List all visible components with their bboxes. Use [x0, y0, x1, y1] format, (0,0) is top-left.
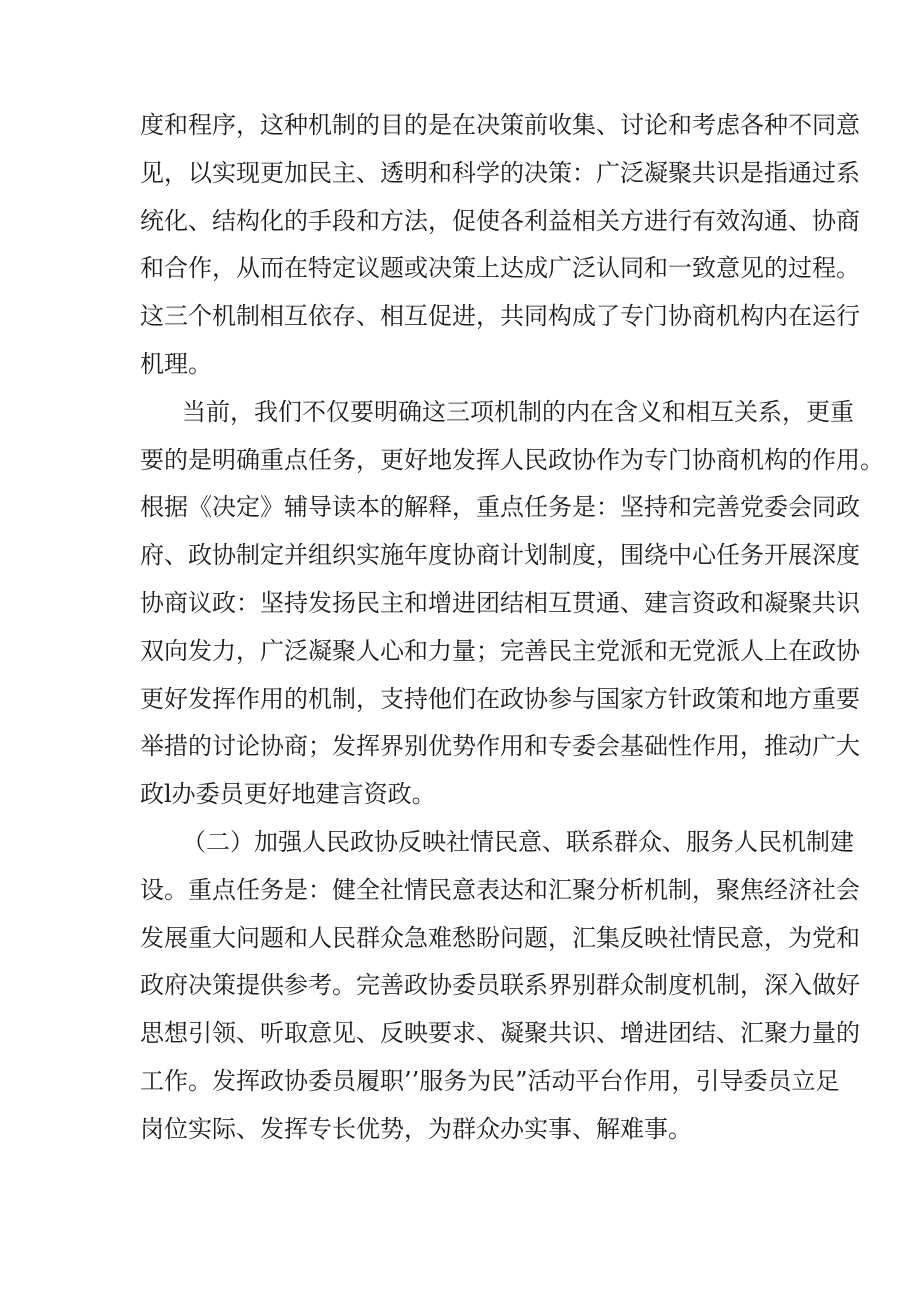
text-line: 岗位实际、发挥专长优势，为群众办实事、解难事。 — [140, 1114, 692, 1143]
text-line: 见，以实现更加民主、透明和科学的决策：广泛凝聚共识是指通过系 — [140, 158, 860, 187]
text-line: 协商议政：坚持发扬民主和增进团结相互贯通、建言资政和凝聚共识 — [140, 588, 860, 617]
text-line: 统化、结构化的手段和方法，促使各利益相关方进行有效沟通、协商 — [140, 206, 860, 235]
paragraph-2 — [140, 389, 884, 819]
paragraph-3 — [140, 819, 860, 1154]
text-line: 这三个机制相互依存、相互促进，共同构成了专门协商机构内在运行 — [140, 302, 860, 331]
paragraph-1 — [140, 102, 860, 389]
text-line: 举措的讨论协商；发挥界别优势作用和专委会基础性作用，推动广大 — [140, 732, 860, 761]
text-line: 当前，我们不仅要明确这三项机制的内在含义和相互关系，更重 — [182, 397, 854, 426]
text-line: 根据《决定》辅导读本的解释，重点任务是：坚持和完善党委会同政 — [140, 493, 860, 522]
text-line: 政府决策提供参考。完善政协委员联系界别群众制度机制，深入做好 — [140, 971, 860, 1000]
text-line: 府、政协制定并组织实施年度协商计划制度，围绕中心任务开展深度 — [140, 541, 860, 570]
text-line: 更好发挥作用的机制，支持他们在政协参与国家方针政策和地方重要 — [140, 684, 860, 713]
text-line: 发展重大问题和人民群众急难愁盼问题，汇集反映社情民意，为党和 — [140, 923, 860, 952]
text-line: 设。重点任务是：健全社情民意表达和汇聚分析机制，聚焦经济社会 — [140, 875, 860, 904]
text-line: 机理。 — [140, 349, 212, 378]
text-line: 工作。发挥政协委员履职’’服务为民”活动平台作用，引导委员立足 — [140, 1066, 840, 1095]
text-line: 要的是明确重点任务，更好地发挥人民政协作为专门协商机构的作用。 — [140, 445, 884, 474]
text-line: 双向发力，广泛凝聚人心和力量；完善民主党派和无党派人上在政协 — [140, 636, 860, 665]
text-line: 政l办委员更好地建言资政。 — [140, 780, 436, 809]
text-line: 度和程序，这种机制的目的是在决策前收集、讨论和考虑各种不同意 — [140, 111, 860, 139]
text-line: （二）加强人民政协反映社情民意、联系群众、服务人民机制建 — [182, 827, 854, 856]
text-line: 思想引领、听取意见、反映要求、凝聚共识、增进团结、汇聚力量的 — [140, 1019, 860, 1048]
document-body — [140, 102, 884, 1154]
text-line: 和合作，从而在特定议题或决策上达成广泛认同和一致意见的过程。 — [140, 254, 860, 283]
